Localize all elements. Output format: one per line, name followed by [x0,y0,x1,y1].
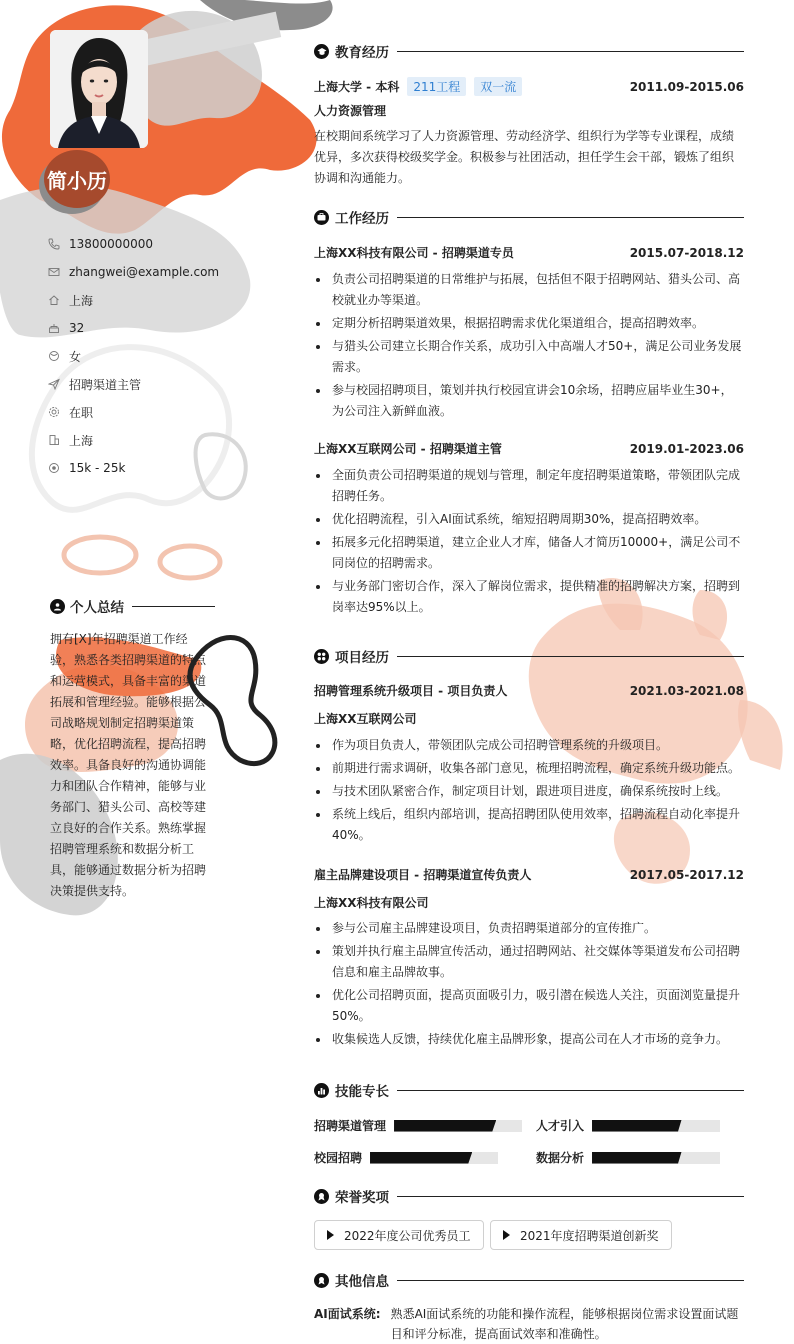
age-icon [48,322,60,334]
list-item: 优化公司招聘页面，提高页面吸引力，吸引潜在候选人关注，页面浏览量提升50%。 [314,985,744,1027]
send-icon [48,378,60,390]
contact-value: zhangwei@example.com [69,265,220,279]
contact-home [48,286,248,314]
list-item: 收集候选人反馈，持续优化雇主品牌形象，提高公司在人才市场的竞争力。 [314,1029,744,1050]
section-divider [397,656,744,657]
job-title: 上海XX科技有限公司 - 招聘渠道专员 [314,246,514,260]
person-name: 简小历 [47,168,107,193]
play-icon [327,1230,334,1240]
project-2-items [314,918,744,1052]
awards-header [314,1186,744,1206]
contact-age [48,314,248,342]
other-title: 其他信息 [335,1274,389,1290]
skill-bar-fill [592,1152,682,1164]
section-divider [397,1280,744,1281]
phone-icon [48,238,60,250]
contact-value: 15k - 25k [69,461,126,475]
briefcase-icon [314,210,329,225]
job-2-row [314,440,744,457]
award-item [490,1220,672,1250]
project-company: 上海XX互联网公司 [314,712,417,726]
contact-value: 上海 [69,433,94,448]
project-1-items [314,735,744,848]
list-item: 策划并执行雇主品牌宣传活动，通过招聘网站、社交媒体等渠道发布公司招聘信息和雇主品牌故事。 [314,941,744,983]
salary-icon [48,462,60,474]
projects-header [314,646,744,666]
home-icon [48,294,60,306]
skill-item [314,1117,522,1134]
other-key: AI面试系统: [314,1307,381,1321]
list-item: 前期进行需求调研，收集各部门意见，梳理招聘流程，确定系统升级功能点。 [314,758,744,779]
contact-value: 在职 [69,405,94,420]
list-item: 全面负责公司招聘渠道的规划与管理，制定年度招聘渠道策略，带领团队完成招聘任务。 [314,465,744,507]
contact-value: 招聘渠道主管 [69,377,142,392]
skill-name: 招聘渠道管理 [314,1119,387,1133]
skill-bar [370,1152,498,1164]
contact-value: 13800000000 [69,237,153,251]
contact-value: 32 [69,321,85,335]
profile-photo [50,30,148,148]
building-icon [48,434,60,446]
tag-211: 211工程 [407,77,466,96]
job-1-row [314,244,744,261]
contact-salary [48,454,248,482]
projects-title: 项目经历 [335,650,389,666]
contact-value: 上海 [69,293,94,308]
list-item: 系统上线后，组织内部培训，提高招聘团队使用效率，招聘流程自动化率提升40%。 [314,804,744,846]
grid-icon [314,649,329,664]
education-major: 人力资源管理 [314,104,387,118]
contact-phone [48,230,248,258]
other-value: 熟悉AI面试系统的功能和操作流程，能够根据岗位需求设置面试题目和评分标准，提高面试效率和准确性。 [390,1307,739,1341]
skill-bar [592,1120,720,1132]
job-date: 2015.07-2018.12 [629,245,744,260]
other-info [314,1304,744,1344]
awards-title: 荣誉奖项 [335,1190,389,1206]
education-date: 2011.09-2015.06 [629,79,744,94]
education-row [314,77,744,96]
avatar-illustration [50,30,148,148]
project-title: 雇主品牌建设项目 - 招聘渠道宣传负责人 [314,868,532,882]
contact-city [48,426,248,454]
summary-title: 个人总结 [70,600,124,616]
list-item: 定期分析招聘渠道效果，根据招聘需求优化渠道组合，提高招聘效率。 [314,313,744,334]
bar-chart-icon [314,1083,329,1098]
education-description: 在校期间系统学习了人力资源管理、劳动经济学、组织行为学等专业课程，成绩优异，多次获得校级奖学金。积极参与社团活动，担任学生会干部，锻炼了组织协调和沟通能力。 [314,129,735,185]
skill-bar [394,1120,522,1132]
contact-position [48,370,248,398]
skill-bar-fill [370,1152,472,1164]
job-2-duties [314,465,744,620]
project-company: 上海XX科技有限公司 [314,896,429,910]
mail-icon [48,266,60,278]
list-item: 与猎头公司建立长期合作关系，成功引入中高端人才50+，满足公司业务发展需求。 [314,336,744,378]
contact-list [48,230,248,482]
education-title: 教育经历 [335,45,389,61]
list-item: 参与校园招聘项目，策划并执行校园宣讲会10余场，招聘应届毕业生30+，为公司注入新鲜血液。 [314,380,744,422]
skill-bar-fill [592,1120,682,1132]
list-item: 优化招聘流程，引入AI面试系统，缩短招聘周期30%，提高招聘效率。 [314,509,744,530]
contact-value: 女 [69,349,82,364]
skill-name: 校园招聘 [314,1151,363,1165]
skill-item [314,1149,498,1166]
sidebar [0,0,270,1344]
list-item: 参与公司雇主品牌建设项目，负责招聘渠道部分的宣传推广。 [314,918,744,939]
section-divider [397,51,744,52]
contact-status [48,398,248,426]
summary-header [50,596,215,616]
section-divider [397,217,744,218]
skill-bar-fill [394,1120,496,1132]
work-title: 工作经历 [335,211,389,227]
list-item: 与业务部门密切合作，深入了解岗位需求，提供精准的招聘解决方案，招聘到岗率达95%以上。 [314,576,744,618]
award-icon [314,1273,329,1288]
contact-gender [48,342,248,370]
skill-name: 人才引入 [536,1119,585,1133]
project-1-row [314,682,744,699]
play-icon [503,1230,510,1240]
gender-icon [48,350,60,362]
skill-item [536,1149,720,1166]
peach-finger-3 [738,700,783,770]
education-header [314,41,744,61]
name-badge [44,150,110,208]
skill-bar [592,1152,720,1164]
school-name: 上海大学 - 本科 [314,80,400,94]
project-title: 招聘管理系统升级项目 - 项目负责人 [314,684,508,698]
skill-item [536,1117,720,1134]
list-item: 拓展多元化招聘渠道，建立企业人才库，储备人才简历10000+，满足公司不同岗位的招聘需求。 [314,532,744,574]
project-date: 2017.05-2017.12 [629,867,744,882]
work-header [314,207,744,227]
job-date: 2019.01-2023.06 [629,441,744,456]
list-item: 与技术团队紧密合作，制定项目计划，跟进项目进度，确保系统按时上线。 [314,781,744,802]
list-item: 负责公司招聘渠道的日常维护与拓展，包括但不限于招聘网站、猎头公司、高校就业办等渠道。 [314,269,744,311]
project-2-row [314,866,744,883]
tag-double-first-class: 双一流 [474,77,522,96]
skill-name: 数据分析 [536,1151,585,1165]
user-icon [50,599,65,614]
job-title: 上海XX互联网公司 - 招聘渠道主管 [314,442,502,456]
job-1-duties [314,269,744,424]
summary-text: 拥有[X]年招聘渠道工作经验，熟悉各类招聘渠道的特点和运营模式，具备丰富的渠道拓展和管理经验。能够根据公司战略规划制定招聘渠道策略，优化招聘流程，提高招聘效率。具备良好的沟通协调能力和团队合作精神，能够与业务部门、猎头公司、高校等建立良好的合作关系。熟练掌握招聘管理系统和数据分析工具，能够通过数据分析为招聘决策提供支持。 [50,632,207,898]
skills-header [314,1080,744,1100]
award-item [314,1220,484,1250]
contact-email [48,258,248,286]
award-name: 2022年度公司优秀员工 [344,1228,471,1243]
graduation-cap-icon [314,44,329,59]
section-divider [397,1090,744,1091]
list-item: 作为项目负责人，带领团队完成公司招聘管理系统的升级项目。 [314,735,744,756]
award-name: 2021年度招聘渠道创新奖 [520,1228,659,1243]
other-header [314,1270,744,1290]
summary-divider [132,606,215,607]
project-date: 2021.03-2021.08 [629,683,744,698]
skills-title: 技能专长 [335,1084,389,1100]
status-icon [48,406,60,418]
award-icon [314,1189,329,1204]
section-divider [397,1196,744,1197]
